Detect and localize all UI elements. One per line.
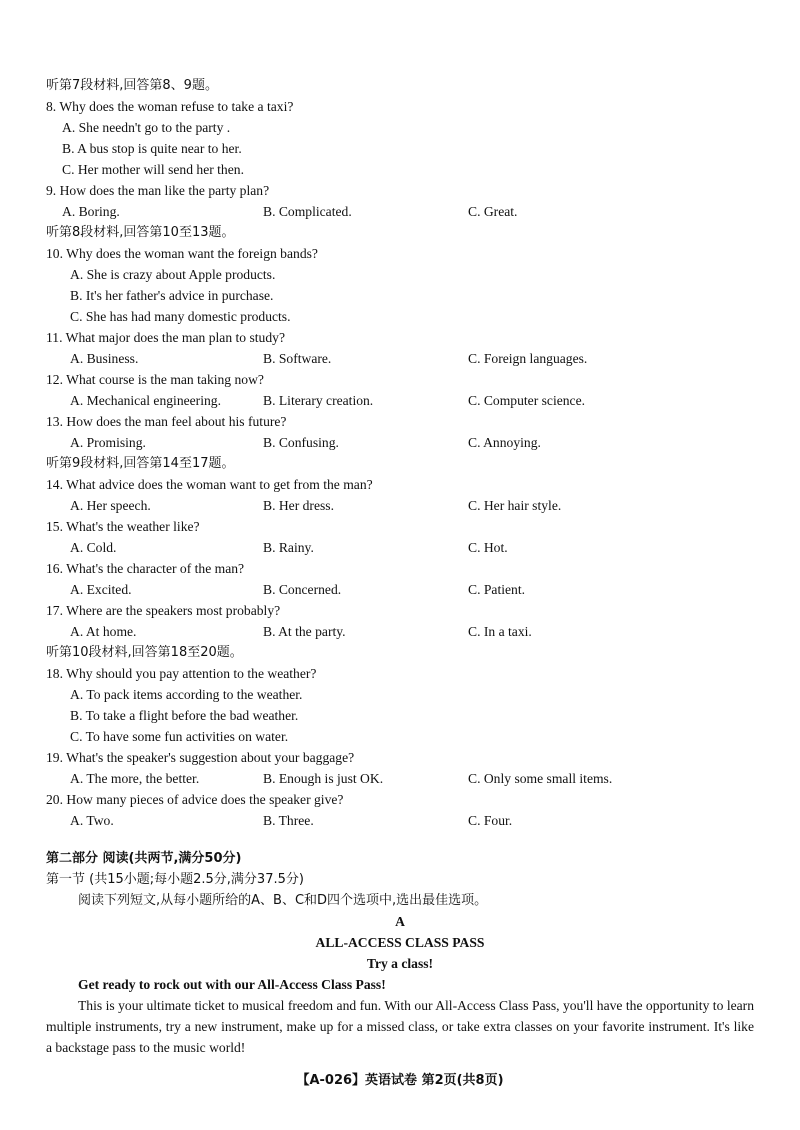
- question-11: 11. What major does the man plan to study?: [46, 330, 285, 345]
- question-20: 20. How many pieces of advice does the speaker give?: [46, 792, 344, 807]
- q12-option-a: A. Mechanical engineering.: [70, 393, 221, 408]
- passage-letter: A: [395, 914, 405, 929]
- q13-option-c: C. Annoying.: [468, 435, 541, 450]
- section-7-instruction: 听第7段材料,回答第8、9题。: [46, 78, 218, 93]
- q14-option-c: C. Her hair style.: [468, 498, 562, 513]
- page-footer: 【A-026】英语试卷 第2页(共8页): [296, 1073, 504, 1088]
- q13-option-a: A. Promising.: [70, 435, 146, 450]
- q8-option-a: A. She needn't go to the party .: [62, 120, 231, 135]
- question-14: 14. What advice does the woman want to get from the man?: [46, 477, 373, 492]
- section-one-title: 第一节 (共15小题;每小题2.5分,满分37.5分): [46, 872, 304, 887]
- q15-option-c: C. Hot.: [468, 540, 508, 555]
- q20-option-c: C. Four.: [468, 813, 513, 828]
- question-16: 16. What's the character of the man?: [46, 561, 245, 576]
- q13-option-b: B. Confusing.: [263, 435, 339, 450]
- q8-option-c: C. Her mother will send her then.: [62, 162, 244, 177]
- q10-option-c: C. She has had many domestic products.: [70, 309, 291, 324]
- q10-option-a: A. She is crazy about Apple products.: [70, 267, 276, 282]
- passage-subtitle: Try a class!: [366, 956, 434, 971]
- q16-option-c: C. Patient.: [468, 582, 526, 597]
- q9-option-c: C. Great.: [468, 204, 518, 219]
- q17-option-a: A. At home.: [70, 624, 137, 639]
- q14-option-a: A. Her speech.: [70, 498, 151, 513]
- passage-title: ALL-ACCESS CLASS PASS: [315, 935, 485, 950]
- q18-option-c: C. To have some fun activities on water.: [70, 729, 289, 744]
- question-18: 18. Why should you pay attention to the weather?: [46, 666, 317, 681]
- question-13: 13. How does the man feel about his future?: [46, 414, 287, 429]
- q11-option-b: B. Software.: [263, 351, 332, 366]
- q16-option-b: B. Concerned.: [263, 582, 342, 597]
- q19-option-b: B. Enough is just OK.: [263, 771, 384, 786]
- q12-option-c: C. Computer science.: [468, 393, 586, 408]
- reading-instruction: 阅读下列短文,从每小题所给的A、B、C和D四个选项中,选出最佳选项。: [78, 893, 488, 908]
- q20-option-b: B. Three.: [263, 813, 314, 828]
- q15-option-b: B. Rainy.: [263, 540, 314, 555]
- part-two-title: 第二部分 阅读(共两节,满分50分): [46, 851, 242, 866]
- q8-option-b: B. A bus stop is quite near to her.: [62, 141, 242, 156]
- q20-option-a: A. Two.: [70, 813, 114, 828]
- q19-option-c: C. Only some small items.: [468, 771, 613, 786]
- q14-option-b: B. Her dress.: [263, 498, 334, 513]
- section-10-instruction: 听第10段材料,回答第18至20题。: [46, 645, 243, 660]
- question-12: 12. What course is the man taking now?: [46, 372, 264, 387]
- question-19: 19. What's the speaker's suggestion about your baggage?: [46, 750, 355, 765]
- q9-option-b: B. Complicated.: [263, 204, 352, 219]
- question-8: 8. Why does the woman refuse to take a taxi?: [46, 99, 294, 114]
- q9-option-a: A. Boring.: [62, 204, 120, 219]
- q12-option-b: B. Literary creation.: [263, 393, 374, 408]
- q11-option-c: C. Foreign languages.: [468, 351, 588, 366]
- question-15: 15. What's the weather like?: [46, 519, 200, 534]
- question-10: 10. Why does the woman want the foreign bands?: [46, 246, 318, 261]
- q18-option-b: B. To take a flight before the bad weather.: [70, 708, 299, 723]
- q16-option-a: A. Excited.: [70, 582, 132, 597]
- q15-option-a: A. Cold.: [70, 540, 117, 555]
- question-17: 17. Where are the speakers most probably?: [46, 603, 281, 618]
- q18-option-a: A. To pack items according to the weather.: [70, 687, 303, 702]
- section-9-instruction: 听第9段材料,回答第14至17题。: [46, 456, 235, 471]
- q10-option-b: B. It's her father's advice in purchase.: [70, 288, 274, 303]
- passage-body: This is your ultimate ticket to musical freedom and fun. With our All-Access Class Pass, you'll have the opportunity to learn multiple instruments, try a new instrument, make up for a missed class, or take extra classes on your favorite instrument. It's like a backstage pass to the music world!: [46, 998, 754, 1055]
- question-9: 9. How does the man like the party plan?: [46, 183, 270, 198]
- passage-heading: Get ready to rock out with our All-Access Class Pass!: [78, 977, 386, 992]
- q17-option-c: C. In a taxi.: [468, 624, 532, 639]
- q11-option-a: A. Business.: [70, 351, 139, 366]
- section-8-instruction: 听第8段材料,回答第10至13题。: [46, 225, 235, 240]
- q17-option-b: B. At the party.: [263, 624, 346, 639]
- q19-option-a: A. The more, the better.: [70, 771, 200, 786]
